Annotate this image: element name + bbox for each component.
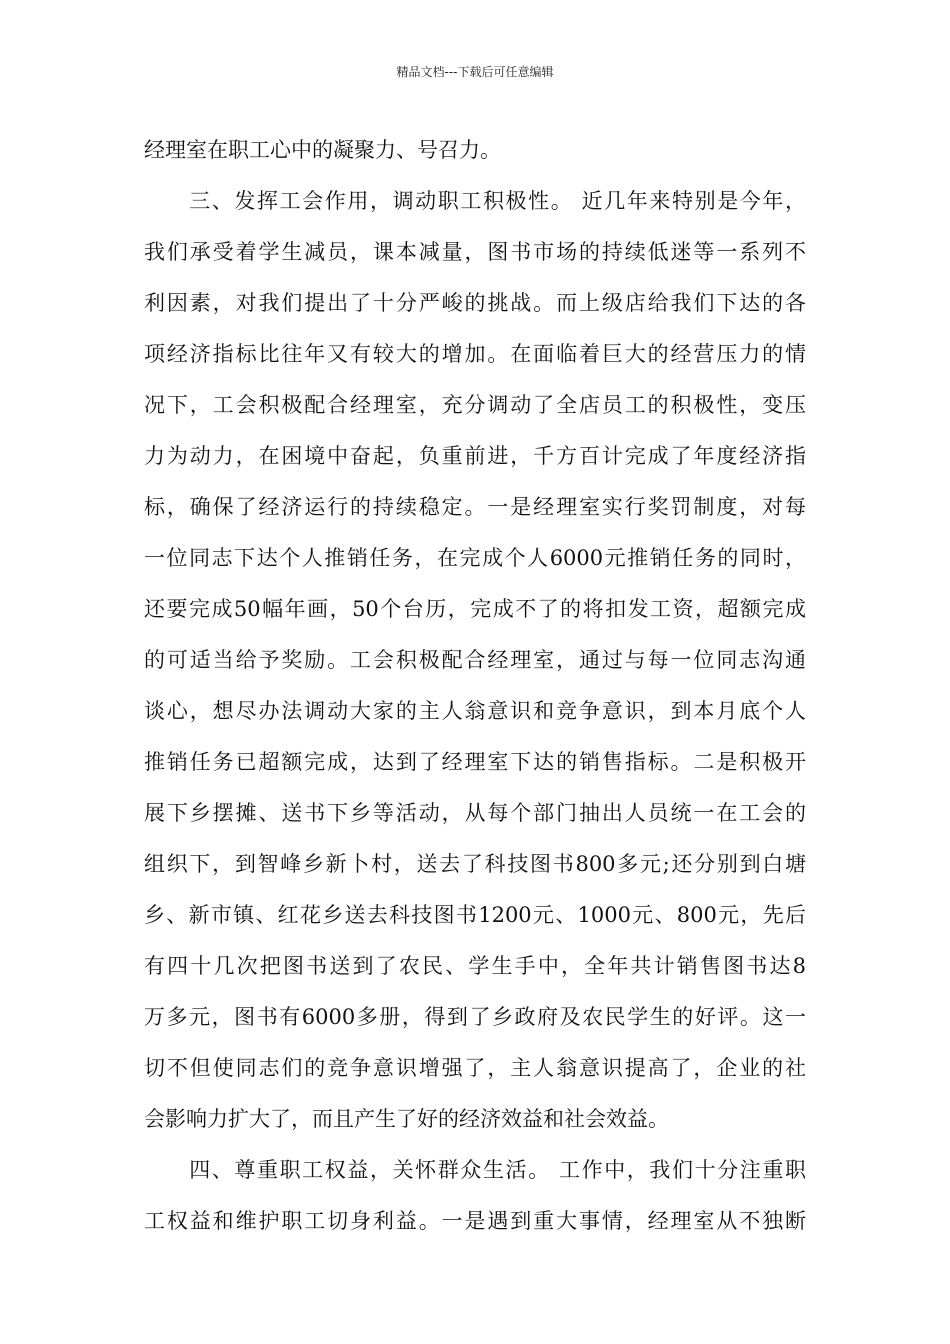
text-line: 工权益和维护职工切身利益。一是遇到重大事情，经理室从不独断 [144, 1209, 806, 1233]
text-line: 标，确保了经济运行的持续稳定。一是经理室实行奖罚制度，对每 [144, 495, 806, 519]
page-header: 精品文档---下载后可任意编辑 [396, 65, 554, 79]
text-line: 三、发挥工会作用，调动职工积极性。 近几年来特别是今年， [144, 189, 806, 213]
text-line: 展下乡摆摊、送书下乡等活动，从每个部门抽出人员统一在工会的 [144, 801, 806, 825]
text-line: 经理室在职工心中的凝聚力、号召力。 [144, 138, 501, 162]
text-line: 切不但使同志们的竞争意识增强了，主人翁意识提高了，企业的社 [144, 1056, 806, 1080]
text-line: 会影响力扩大了，而且产生了好的经济效益和社会效益。 [144, 1107, 669, 1131]
text-line: 的可适当给予奖励。工会积极配合经理室，通过与每一位同志沟通 [144, 648, 806, 672]
text-line: 我们承受着学生减员，课本减量，图书市场的持续低迷等一系列不 [144, 240, 806, 264]
text-line: 四、尊重职工权益，关怀群众生活。 工作中，我们十分注重职 [144, 1158, 806, 1182]
text-line: 万多元，图书有6000多册，得到了乡政府及农民学生的好评。这一 [144, 1005, 806, 1029]
text-line: 还要完成50幅年画，50个台历，完成不了的将扣发工资，超额完成 [144, 597, 806, 621]
text-line: 利因素，对我们提出了十分严峻的挑战。而上级店给我们下达的各 [144, 291, 806, 315]
text-line: 有四十几次把图书送到了农民、学生手中，全年共计销售图书达8 [144, 954, 806, 978]
text-line: 况下，工会积极配合经理室，充分调动了全店员工的积极性，变压 [144, 393, 806, 417]
text-line: 一位同志下达个人推销任务，在完成个人6000元推销任务的同时， [144, 546, 806, 570]
text-line: 项经济指标比往年又有较大的增加。在面临着巨大的经营压力的情 [144, 342, 806, 366]
text-line: 推销任务已超额完成，达到了经理室下达的销售指标。二是积极开 [144, 750, 806, 774]
text-line: 乡、新市镇、红花乡送去科技图书1200元、1000元、800元，先后 [144, 903, 806, 927]
text-line: 组织下，到智峰乡新卜村，送去了科技图书800多元;还分别到白塘 [144, 852, 806, 876]
text-line: 谈心，想尽办法调动大家的主人翁意识和竞争意识，到本月底个人 [144, 699, 806, 723]
text-line: 力为动力，在困境中奋起，负重前进，千方百计完成了年度经济指 [144, 444, 806, 468]
